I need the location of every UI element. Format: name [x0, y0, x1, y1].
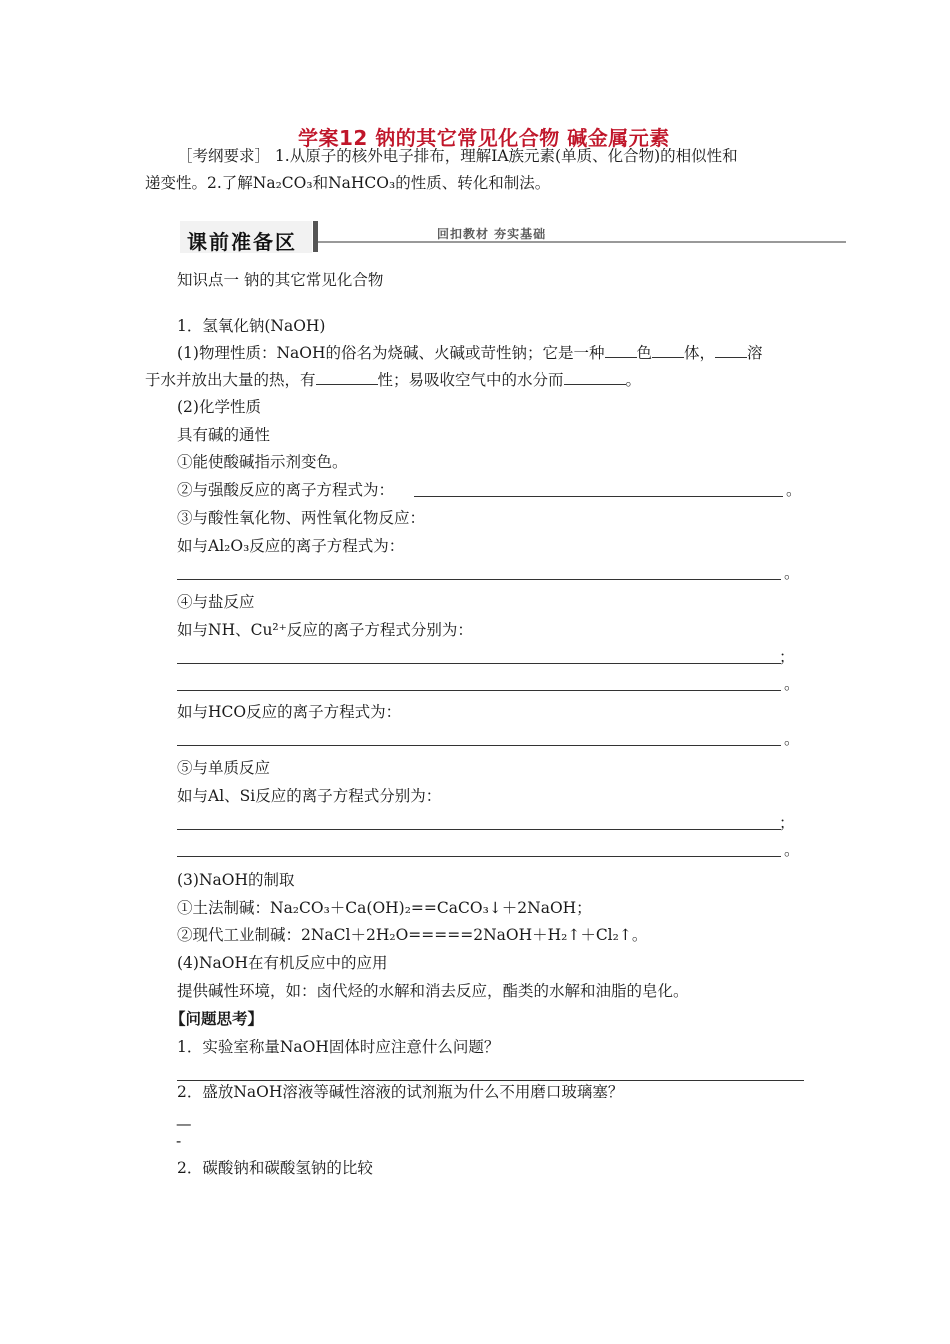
- banner-label: 课前准备区: [187, 230, 297, 254]
- answer-dash-2: -: [176, 1132, 182, 1150]
- semicolon-mark: ；: [779, 648, 795, 666]
- property-1: ①能使酸碱指示剂变色。: [177, 453, 348, 471]
- property-2: ②与强酸反应的离子方程式为：: [177, 481, 395, 499]
- property-3: ③与酸性氧化物、两性氧化物反应：: [177, 509, 426, 527]
- question-1: 1．实验室称量NaOH固体时应注意什么问题？: [177, 1038, 500, 1056]
- property-5-al-si: 如与Al、Si反应的离子方程式分别为：: [177, 787, 442, 805]
- banner-subtitle: 回扣教材 夯实基础: [437, 227, 547, 241]
- banner-divider: [313, 221, 318, 252]
- answer-line-nh[interactable]: [177, 663, 781, 664]
- physical-properties-line-1: [177, 343, 763, 363]
- phys-text-b: 色: [636, 344, 653, 362]
- phys2-text-b: 性；易吸收空气中的水分而: [377, 371, 564, 389]
- semicolon-mark: ；: [779, 814, 795, 832]
- answer-dash: —: [176, 1115, 192, 1133]
- blank-property[interactable]: [316, 370, 378, 385]
- question-2: 2．盛放NaOH溶液等碱性溶液的试剂瓶为什么不用磨口玻璃塞？: [177, 1083, 624, 1101]
- property-4-nh-cu: 如与NH、Cu²⁺反应的离子方程式分别为：: [177, 621, 473, 639]
- phys-text-a: (1)物理性质：NaOH的俗名为烧碱、火碱或苛性钠；它是一种: [177, 344, 605, 362]
- subsection-carbonate: 2．碳酸钠和碳酸氢钠的比较: [177, 1159, 373, 1177]
- answer-line-al2o3[interactable]: [177, 579, 781, 580]
- banner-rule: [318, 241, 846, 243]
- subsection-naoh: 1．氢氧化钠(NaOH): [177, 317, 326, 335]
- requirements-line-1: ［考纲要求］ 1.从原子的核外电子排布，理解ⅠA族元素(单质、化合物)的相似性和: [177, 147, 738, 165]
- preparation-1: ①土法制碱：Na₂CO₃＋Ca(OH)₂==CaCO₃↓＋2NaOH；: [177, 899, 592, 917]
- phys-text-d: 溶: [747, 344, 763, 362]
- period-mark: 。: [784, 841, 800, 859]
- phys2-text-c: 。: [625, 371, 642, 389]
- period-mark: 。: [786, 481, 802, 499]
- answer-line-q1[interactable]: [177, 1080, 804, 1081]
- think-heading: 【问题思考】: [170, 1009, 264, 1028]
- preparation-2: ②现代工业制碱：2NaCl＋2H₂O=====2NaOH＋H₂↑＋Cl₂↑。: [177, 926, 648, 944]
- organic-application: (4)NaOH在有机反应中的应用: [177, 954, 388, 972]
- requirements-line-2: 递变性。2.了解Na₂CO₃和NaHCO₃的性质、转化和制法。: [145, 174, 551, 192]
- blank-color[interactable]: [605, 343, 637, 358]
- answer-line-si[interactable]: [177, 856, 781, 857]
- chemical-properties: (2)化学性质: [177, 398, 261, 416]
- phys2-text-a: 于水并放出大量的热，有: [145, 371, 316, 389]
- blank-solubility[interactable]: [715, 343, 747, 358]
- property-5: ⑤与单质反应: [177, 759, 271, 777]
- physical-properties-line-2: [145, 370, 641, 390]
- period-mark: 。: [784, 564, 800, 582]
- phys-text-c: 体，: [684, 344, 716, 362]
- naoh-preparation: (3)NaOH的制取: [177, 871, 295, 889]
- answer-line-al[interactable]: [177, 829, 781, 830]
- section-heading: 知识点一 钠的其它常见化合物: [177, 271, 384, 289]
- blank-deliquesce[interactable]: [564, 370, 626, 385]
- property-4-hco: 如与HCO反应的离子方程式为：: [177, 703, 402, 721]
- page-title: 学案12 钠的其它常见化合物 碱金属元素: [298, 126, 670, 150]
- period-mark: 。: [784, 675, 800, 693]
- blank-state[interactable]: [652, 343, 684, 358]
- general-alkali: 具有碱的通性: [177, 426, 271, 444]
- answer-line-hco[interactable]: [177, 745, 781, 746]
- property-3-al2o3: 如与Al₂O₃反应的离子方程式为：: [177, 537, 405, 555]
- answer-line-cu[interactable]: [177, 690, 781, 691]
- organic-application-text: 提供碱性环境，如：卤代烃的水解和消去反应，酯类的水解和油脂的皂化。: [177, 982, 689, 1000]
- period-mark: 。: [784, 730, 800, 748]
- answer-line-strong-acid[interactable]: [414, 496, 783, 497]
- property-4: ④与盐反应: [177, 593, 255, 611]
